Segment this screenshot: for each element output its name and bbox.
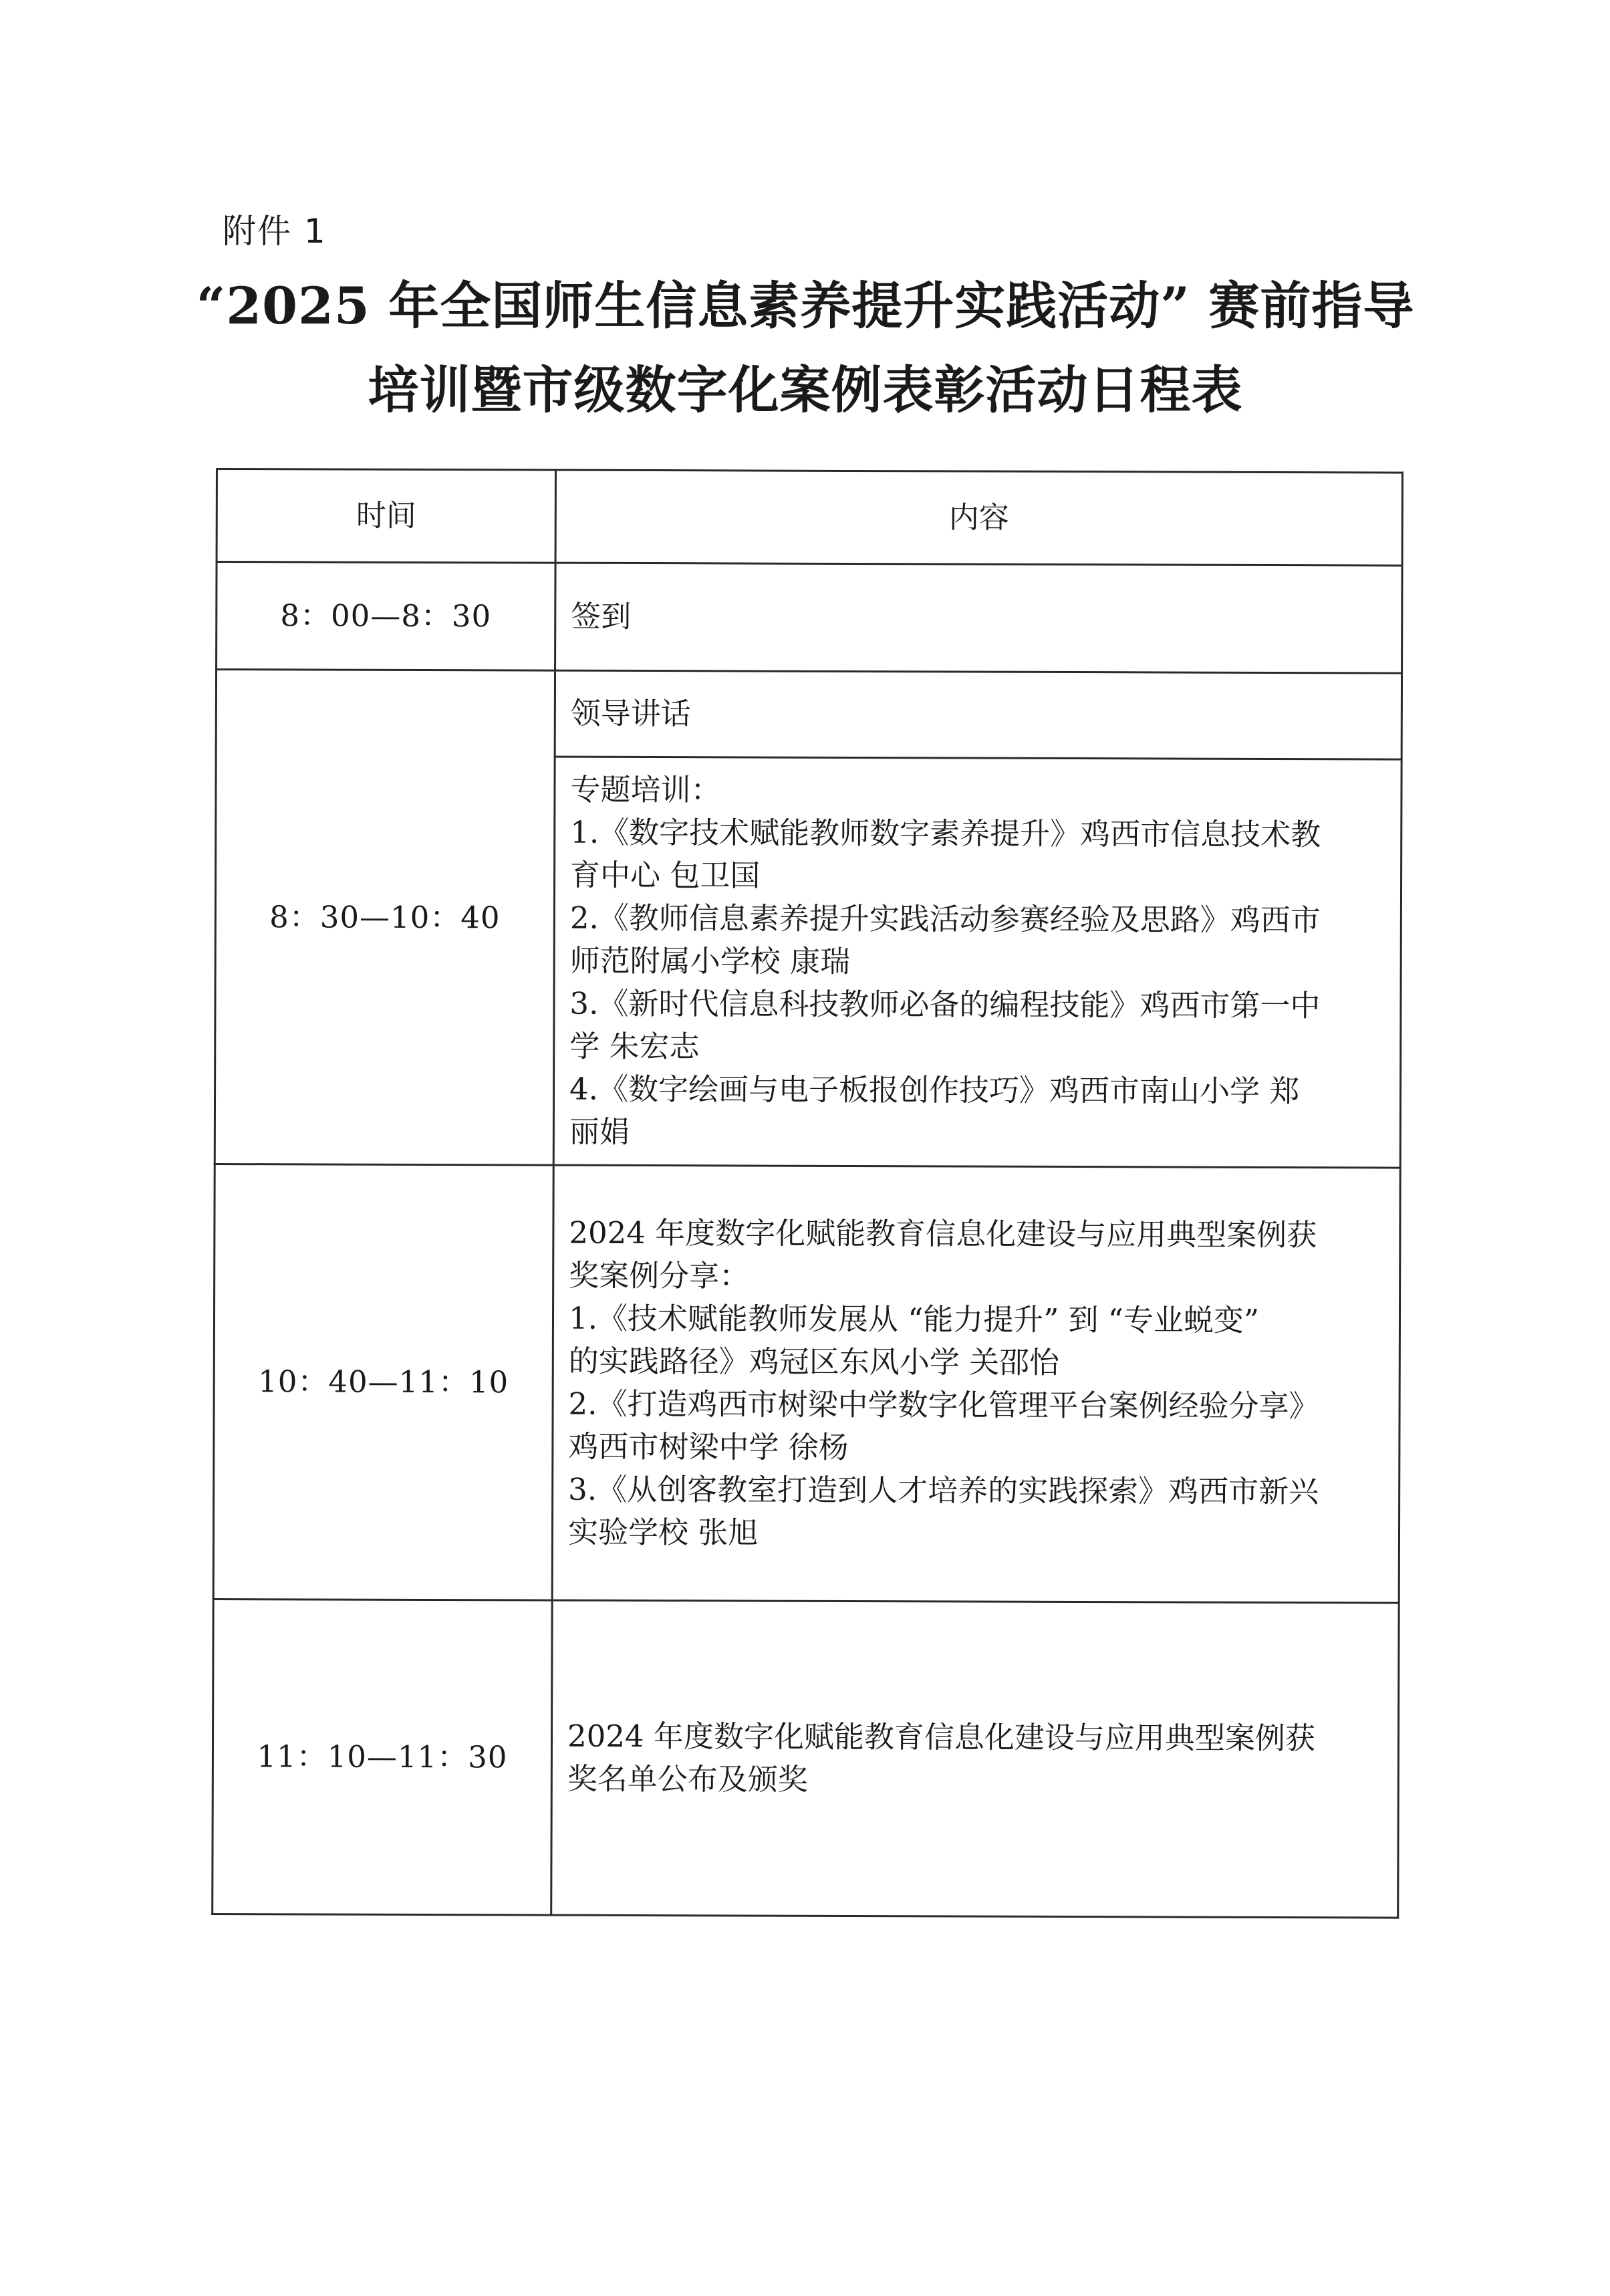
- title-line-2: 培训暨市级数字化案例表彰活动日程表: [368, 360, 1243, 420]
- table-row: [217, 562, 1402, 674]
- content-line: 3.《从创客教室打造到人才培养的实践探索》鸡西市新兴: [568, 1471, 1319, 1510]
- table-header-row: [217, 469, 1402, 566]
- time-cell: 11：10—11：30: [213, 1599, 552, 1915]
- content-line: 2.《教师信息素养提升实践活动参赛经验及思路》鸡西市: [569, 900, 1321, 938]
- content-line: 奖名单公布及颁奖: [567, 1761, 808, 1797]
- title-line-1: “2025 年全国师生信息素养提升实践活动” 赛前指导: [196, 276, 1415, 336]
- content-line: 2024 年度数字化赋能教育信息化建设与应用典型案例获: [567, 1718, 1315, 1757]
- content-line: 丽娟: [569, 1114, 630, 1150]
- content-line: 专题培训：: [570, 771, 721, 808]
- schedule-table: [211, 468, 1403, 1919]
- content-line: 2.《打造鸡西市树梁中学数字化管理平台案例经验分享》: [568, 1386, 1319, 1424]
- content-line: 学 朱宏志: [569, 1028, 700, 1065]
- content-line: 领导讲话: [570, 695, 691, 732]
- content-line: 签到: [571, 598, 632, 634]
- table-row: [213, 1599, 1399, 1918]
- content-cell: [553, 757, 1401, 1168]
- content-cell: [555, 563, 1402, 673]
- table-row: [216, 670, 1401, 760]
- content-line: 1.《技术赋能教师发展从 “能力提升” 到 “专业蜕变”: [568, 1300, 1259, 1338]
- time-cell: 8：30—10：40: [215, 670, 555, 1166]
- time-cell: 10：40—11：10: [213, 1164, 553, 1600]
- content-line: 师范附属小学校 康瑞: [569, 942, 851, 979]
- header-time: 时间: [217, 469, 555, 563]
- content-line: 鸡西市树梁中学 徐杨: [568, 1428, 849, 1465]
- content-line: 育中心 包卫国: [570, 857, 761, 894]
- attachment-label: 附件 1: [223, 212, 327, 251]
- content-cell: [551, 1600, 1399, 1918]
- content-cell: [552, 1165, 1400, 1603]
- content-line: 的实践路径》鸡冠区东风小学 关邵怡: [568, 1343, 1060, 1380]
- document-title: [187, 264, 1424, 432]
- content-line: 1.《数字技术赋能教师数字素养提升》鸡西市信息技术教: [570, 814, 1321, 853]
- content-cell: [555, 670, 1401, 759]
- table-row: [213, 1164, 1400, 1603]
- content-line: 实验学校 张旭: [567, 1514, 759, 1551]
- content-line: 2024 年度数字化赋能教育信息化建设与应用典型案例获: [569, 1215, 1317, 1253]
- content-line: 3.《新时代信息科技教师必备的编程技能》鸡西市第一中: [569, 985, 1321, 1024]
- header-content: 内容: [555, 470, 1402, 565]
- time-cell: 8：00—8：30: [217, 562, 556, 671]
- content-line: 奖案例分享：: [569, 1257, 750, 1294]
- content-line: 4.《数字绘画与电子板报创作技巧》鸡西市南山小学 郑: [569, 1071, 1300, 1110]
